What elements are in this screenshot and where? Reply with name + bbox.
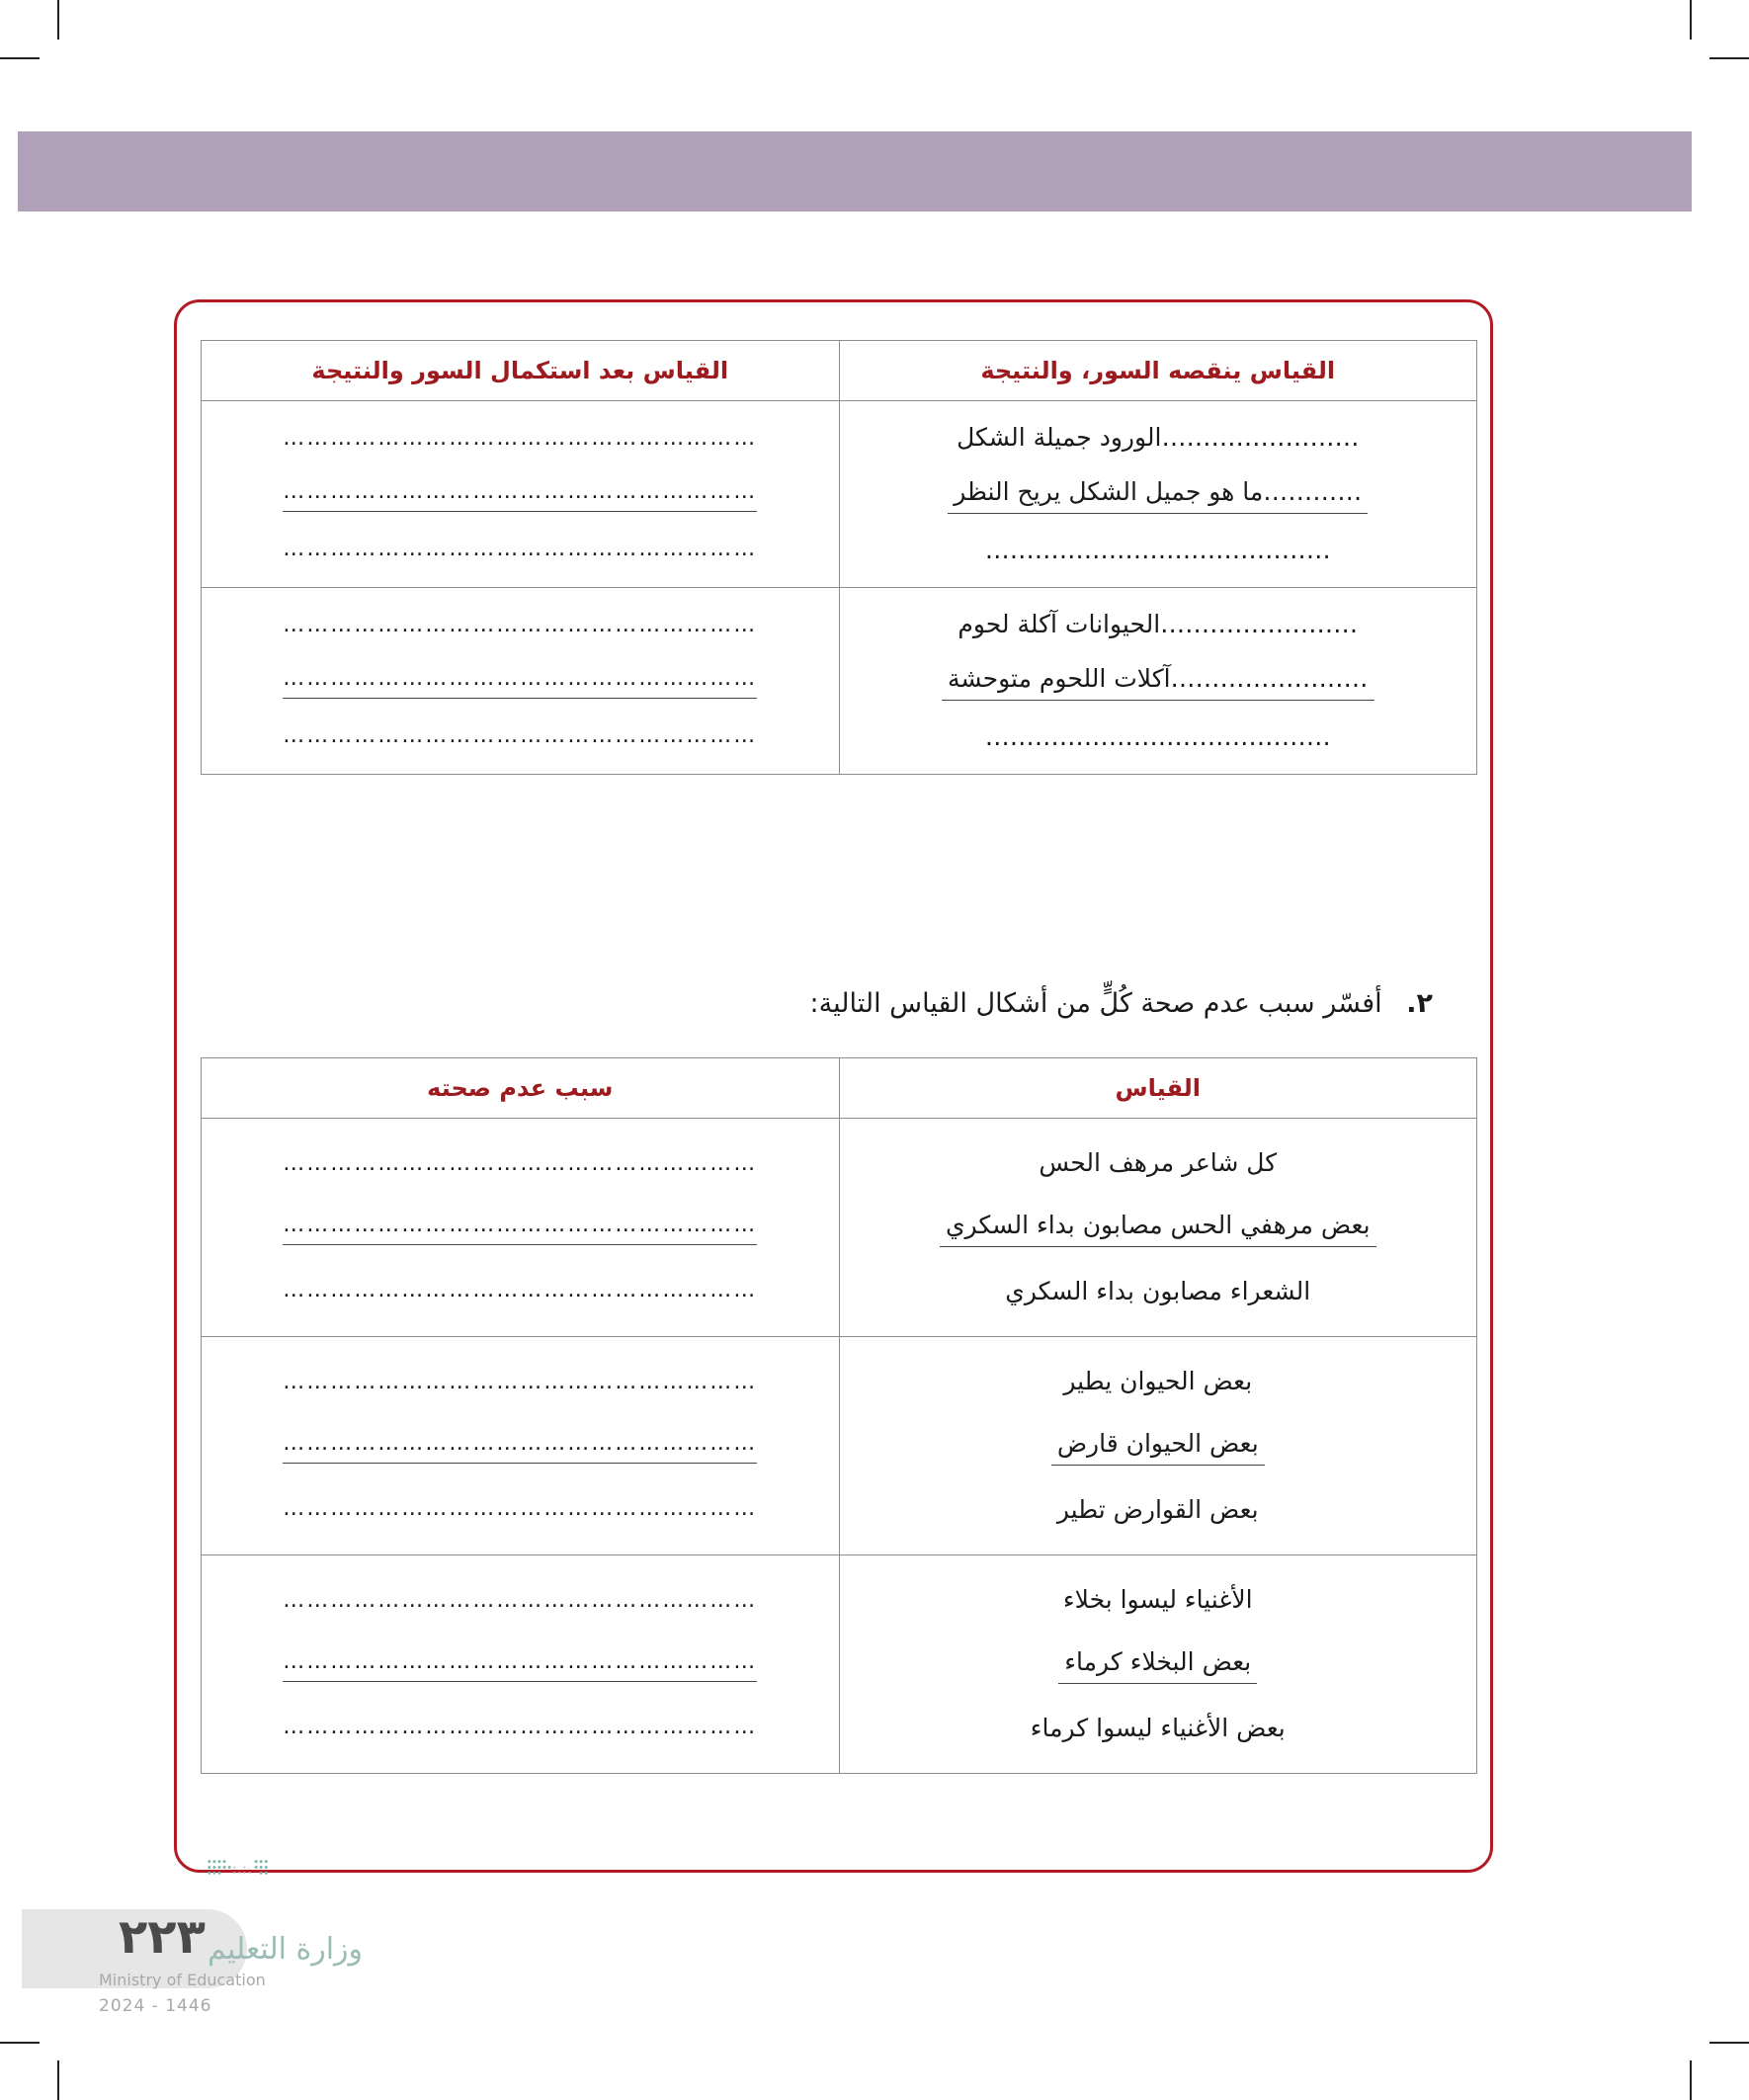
conclusion-blank[interactable]: …………………………………… xyxy=(984,721,1331,751)
premise-text: ……………………آكلات اللحوم متوحشة xyxy=(942,662,1374,701)
conclusion-text: بعض القوارض تطير xyxy=(1056,1494,1259,1524)
ministry-name-english: Ministry of Education xyxy=(99,1971,266,1989)
premise-text: …………ما هو جميل الشكل يريح النظر xyxy=(948,475,1368,514)
answer-line[interactable]: …………………………………………………… xyxy=(283,426,758,452)
table-row xyxy=(202,588,1477,775)
answer-line[interactable]: …………………………………………………… xyxy=(283,722,758,748)
ministry-logo-dots-icon xyxy=(178,1858,356,1917)
answer-line[interactable]: …………………………………………………… xyxy=(283,1370,758,1395)
answer-line[interactable]: …………………………………………………… xyxy=(283,1495,758,1521)
answer-line[interactable]: …………………………………………………… xyxy=(283,1647,757,1682)
conclusion-text: بعض الأغنياء ليسوا كرماء xyxy=(1030,1713,1286,1742)
answer-line[interactable]: …………………………………………………… xyxy=(283,536,758,561)
table-row xyxy=(202,1337,1477,1555)
table-row xyxy=(202,401,1477,588)
table-row xyxy=(202,1555,1477,1774)
answer-line[interactable]: …………………………………………………… xyxy=(283,664,757,699)
syllogism-completion-table xyxy=(201,340,1477,775)
answer-line[interactable]: …………………………………………………… xyxy=(283,1151,758,1177)
question-2 xyxy=(810,988,1433,1019)
ministry-name-arabic: وزارة التعليم xyxy=(208,1932,364,1967)
crop-mark xyxy=(1690,2060,1692,2100)
premise-text: ……………………الورود جميلة الشكل xyxy=(957,423,1360,453)
premise-text: بعض الحيوان يطير xyxy=(1063,1367,1253,1396)
premise-text: الأغنياء ليسوا بخلاء xyxy=(1062,1585,1253,1615)
crop-mark xyxy=(0,2042,40,2044)
answer-line[interactable]: …………………………………………………… xyxy=(283,1714,758,1739)
answer-line[interactable]: …………………………………………………… xyxy=(283,1211,757,1245)
table-row xyxy=(202,1119,1477,1337)
answer-line[interactable]: …………………………………………………… xyxy=(283,1588,758,1614)
column-header-reason: سبب عدم صحته xyxy=(202,1058,840,1119)
premise-text: ……………………الحيوانات آكلة لحوم xyxy=(958,610,1359,639)
crop-mark xyxy=(0,57,40,59)
crop-mark xyxy=(57,2060,59,2100)
question-text: أفسّر سبب عدم صحة كُلٍّ من أشكال القياس التالية: xyxy=(809,988,1382,1019)
crop-mark xyxy=(57,0,59,40)
column-header-syllogism: القياس xyxy=(839,1058,1477,1119)
premise-text: بعض الحيوان قارض xyxy=(1051,1427,1265,1466)
crop-mark xyxy=(1690,0,1692,40)
answer-line[interactable]: …………………………………………………… xyxy=(283,1277,758,1302)
premise-text: بعض البخلاء كرماء xyxy=(1058,1645,1257,1684)
conclusion-blank[interactable]: …………………………………… xyxy=(984,535,1331,564)
answer-line[interactable]: …………………………………………………… xyxy=(283,1429,757,1464)
answer-line[interactable]: …………………………………………………… xyxy=(283,613,758,638)
crop-mark xyxy=(1709,57,1749,59)
syllogism-error-table xyxy=(201,1057,1477,1774)
page-number: ٢٢٣ xyxy=(119,1909,206,1965)
question-number: ٢. xyxy=(1406,988,1433,1019)
answer-line[interactable]: …………………………………………………… xyxy=(283,477,757,512)
column-header-complete: القياس بعد استكمال السور والنتيجة xyxy=(202,341,840,401)
edition-year: 2024 - 1446 xyxy=(99,1996,212,2016)
conclusion-text: الشعراء مصابون بداء السكري xyxy=(1005,1276,1311,1305)
header-band xyxy=(18,131,1692,211)
column-header-incomplete: القياس ينقصه السور، والنتيجة xyxy=(839,341,1477,401)
premise-text: كل شاعر مرهف الحس xyxy=(1039,1148,1278,1178)
premise-text: بعض مرهفي الحس مصابون بداء السكري xyxy=(940,1209,1376,1247)
crop-mark xyxy=(1709,2042,1749,2044)
